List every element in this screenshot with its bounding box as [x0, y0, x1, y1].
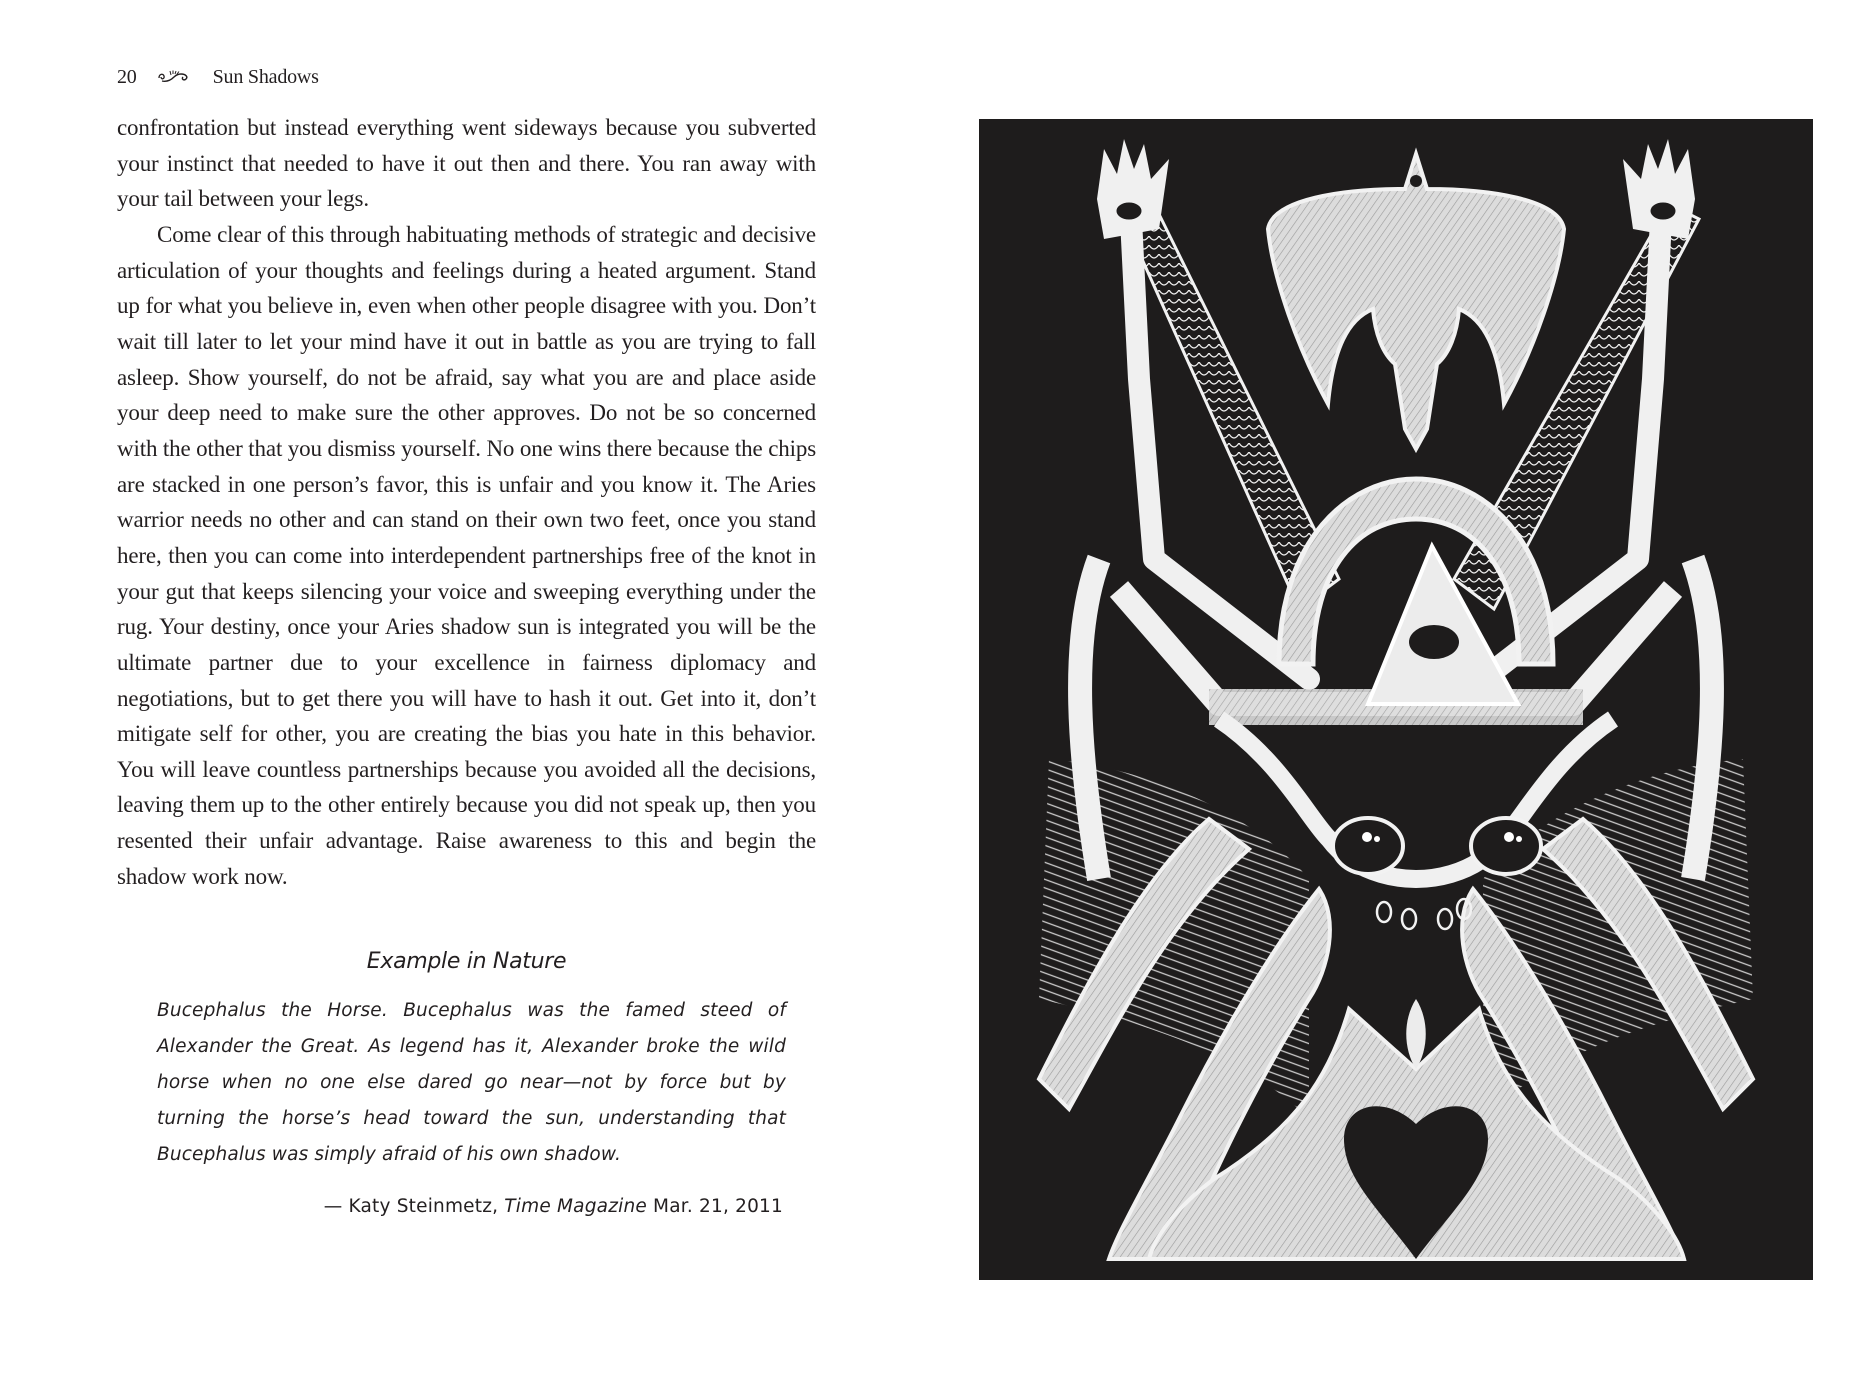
- body-text: [117, 110, 816, 894]
- attribution-author: Katy Steinmetz,: [348, 1196, 505, 1217]
- fleuron-icon: [157, 70, 191, 84]
- sidebar-heading: Example in Nature: [366, 949, 567, 974]
- paragraph: Come clear of this through habituating methods of strategic and decisive articulation of your thoughts and feelings during a heated argument. Stand up for what you believe in, even when other people disagree with you. Don’t wait till later to let your mind have it out in battle as you are trying to fall asleep. Show yourself, do not be afraid, say what you are and place aside your deep need to make sure the other approves. Do not be so concerned with the other that you dismiss yourself. No one wins there because the chips are stacked in one person’s favor, this is unfair and you know it. The Aries warrior needs no other and can stand on their own two feet, once you stand here, then you can come into interdependent partnerships free of the knot in your gut that keeps silencing your voice and sweeping everything under the rug. Your destiny, once your Aries shadow sun is integrated you will be the ultimate partner due to your excellence in fairness diplomacy and negotiations, but to get there you will have to hash it out. Get into it, don’t mitigate self for other, you are creating the bias you hate in this behavior. You will leave countless partnerships because you avoided all the decisions, leaving them up to the other entirely because you did not speak up, then you resented their unfair advantage. Raise awareness to this and begin the shadow work now.: [117, 221, 816, 889]
- attribution-dash: —: [323, 1196, 349, 1217]
- paragraph: confrontation but instead everything went sideways because you subverted your instinct that needed to have it out then and there. You ran away with your tail between your legs.: [117, 115, 816, 212]
- attribution-date: Mar. 21, 2011: [646, 1196, 783, 1217]
- scratchboard-illustration: [979, 119, 1813, 1280]
- bird: [1268, 154, 1564, 449]
- page-number: 20: [117, 66, 137, 88]
- face-eyes: [1333, 818, 1541, 874]
- face-spots: [1377, 899, 1471, 929]
- running-head: [117, 66, 319, 94]
- quote-text: Bucephalus the Horse. Bucephalus was the famed steed of Alexander the Great. As legend has it, Alexander broke the wild horse when no one else dared go near—not by force but by turning the horse’s head toward the sun, understanding that Bucephalus was simply afraid of his own shadow.: [157, 1000, 786, 1165]
- sidebar-quote: [157, 993, 786, 1173]
- attribution-publication: Time Magazine: [504, 1196, 647, 1217]
- quote-attribution: [157, 1196, 783, 1217]
- right-page: [933, 0, 1866, 1400]
- running-head-title: Sun Shadows: [212, 66, 319, 88]
